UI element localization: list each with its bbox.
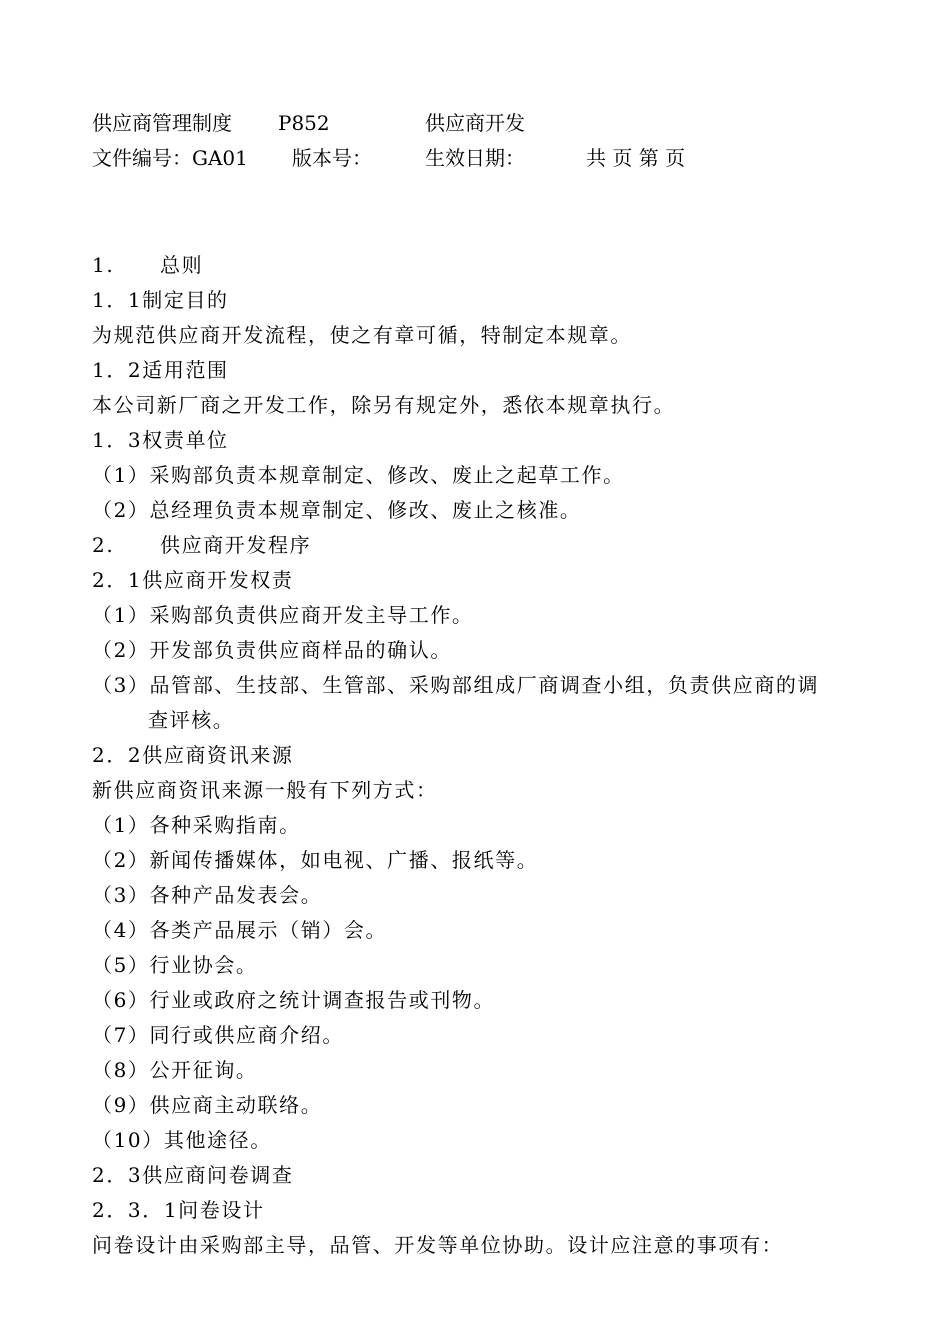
header-title: 供应商管理制度 (92, 111, 232, 135)
list-item: （1）采购部负责供应商开发主导工作。 (92, 603, 474, 627)
subsubsection-heading: 2．3．1问卷设计 (92, 1198, 265, 1222)
list-item: （1）各种采购指南。 (92, 813, 301, 837)
header-pages: 共 页 第 页 (586, 146, 686, 170)
list-item: （8）公开征询。 (92, 1058, 258, 1082)
header-doc-number: 文件编号：GA01 (92, 146, 248, 170)
subsection-heading: 1．3权责单位 (92, 428, 229, 452)
list-item: （9）供应商主动联络。 (92, 1093, 323, 1117)
list-item: （10）其他途径。 (92, 1128, 272, 1152)
paragraph: 问卷设计由采购部主导，品管、开发等单位协助。设计应注意的事项有： (92, 1233, 784, 1257)
subsection-heading: 2．3供应商问卷调查 (92, 1163, 294, 1187)
section-heading-1 (92, 248, 872, 283)
list-item: （5）行业协会。 (92, 953, 258, 977)
list-item-continuation: 查评核。 (148, 708, 235, 732)
subsection-heading: 2．2供应商资讯来源 (92, 743, 294, 767)
header-code: P852 (278, 111, 330, 135)
paragraph: 新供应商资讯来源一般有下列方式： (92, 778, 438, 802)
document-body (92, 248, 872, 1263)
section-number: 2. (92, 533, 115, 557)
header-effective-date: 生效日期： (425, 146, 525, 170)
paragraph: 本公司新厂商之开发工作，除另有规定外，悉依本规章执行。 (92, 393, 676, 417)
list-item: （2）开发部负责供应商样品的确认。 (92, 638, 452, 662)
section-title: 总则 (160, 253, 204, 277)
section-heading-2 (92, 528, 872, 563)
list-item: （3）各种产品发表会。 (92, 883, 323, 907)
list-item: （3）品管部、生技部、生管部、采购部组成厂商调查小组，负责供应商的调 (92, 673, 820, 697)
list-item: （1）采购部负责本规章制定、修改、废止之起草工作。 (92, 463, 625, 487)
section-title: 供应商开发程序 (160, 533, 312, 557)
subsection-heading: 1．1制定目的 (92, 288, 229, 312)
list-item: （7）同行或供应商介绍。 (92, 1023, 344, 1047)
list-item: （2）总经理负责本规章制定、修改、废止之核准。 (92, 498, 582, 522)
list-item: （4）各类产品展示（销）会。 (92, 918, 388, 942)
subsection-heading: 2．1供应商开发权责 (92, 568, 294, 592)
list-item: （6）行业或政府之统计调查报告或刊物。 (92, 988, 496, 1012)
header-topic: 供应商开发 (425, 111, 525, 135)
subsection-heading: 1．2适用范围 (92, 358, 229, 382)
header-version: 版本号： (292, 146, 372, 170)
section-number: 1. (92, 253, 115, 277)
paragraph: 为规范供应商开发流程，使之有章可循，特制定本规章。 (92, 323, 632, 347)
list-item: （2）新闻传播媒体，如电视、广播、报纸等。 (92, 848, 539, 872)
